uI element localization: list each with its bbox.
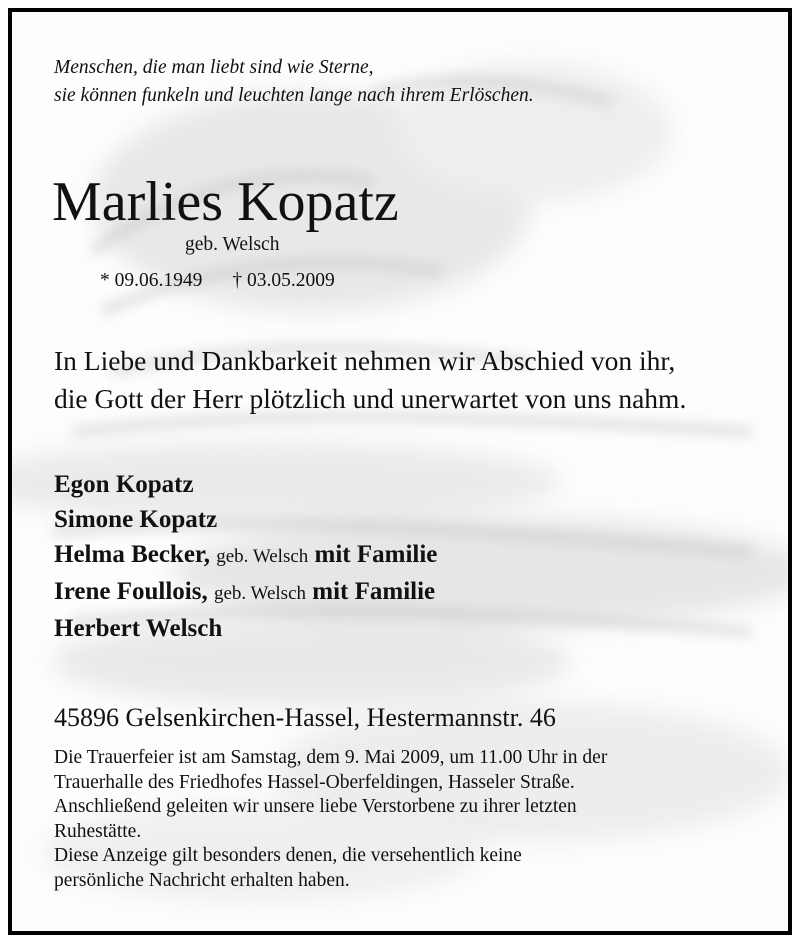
death-date: † 03.05.2009 <box>232 270 335 291</box>
mourner-row <box>54 467 437 502</box>
mourner-maiden-name: geb. Welsch <box>213 583 307 604</box>
farewell-line: die Gott der Herr plötzlich und unerwartet von uns nahm. <box>54 383 687 414</box>
mourner-row <box>54 502 437 537</box>
mourner-suffix: mit Familie <box>314 541 438 568</box>
notice-line: Anschließend geleiten wir unsere liebe Verstorbene zu ihrer letzten <box>54 796 577 817</box>
deceased-name: Marlies Kopatz <box>52 171 399 233</box>
funeral-notice <box>54 746 792 893</box>
notice-line: Diese Anzeige gilt besonders denen, die versehentlich keine <box>54 845 522 866</box>
farewell-text <box>54 342 686 418</box>
maiden-name: geb. Welsch <box>185 234 280 255</box>
notice-line: Trauerhalle des Friedhofes Hassel-Oberfeldingen, Hasseler Straße. <box>54 771 575 793</box>
mourner-name: Simone Kopatz <box>54 506 218 533</box>
mourner-maiden-name: geb. Welsch <box>216 546 309 567</box>
obituary-frame <box>8 8 792 935</box>
mourners-list <box>54 467 437 646</box>
mourner-row <box>54 574 437 611</box>
mourner-name: Egon Kopatz <box>54 471 194 498</box>
farewell-line: In Liebe und Dankbarkeit nehmen wir Abschied von ihr, <box>54 345 676 376</box>
birth-date: * 09.06.1949 <box>100 270 203 291</box>
quote-line: Menschen, die man liebt sind wie Sterne, <box>54 57 374 78</box>
mourner-name: Irene Foullois, <box>54 578 208 605</box>
mourner-suffix: mit Familie <box>312 578 436 605</box>
notice-line: persönliche Nachricht erhalten haben. <box>54 869 350 891</box>
mourner-row <box>54 611 437 646</box>
family-address: 45896 Gelsenkirchen-Hassel, Hestermannstr. 46 <box>54 703 556 732</box>
quote-line: sie können funkeln und leuchten lange nach ihrem Erlöschen. <box>54 85 534 106</box>
notice-line: Ruhestätte. <box>54 820 142 842</box>
notice-line: Die Trauerfeier ist am Samstag, dem 9. Mai 2009, um 11.00 Uhr in der <box>54 747 608 768</box>
mourner-name: Helma Becker, <box>54 541 210 568</box>
mourner-row <box>54 537 437 574</box>
life-dates <box>100 270 335 292</box>
memorial-quote <box>54 54 534 110</box>
mourner-name: Herbert Welsch <box>54 615 223 642</box>
